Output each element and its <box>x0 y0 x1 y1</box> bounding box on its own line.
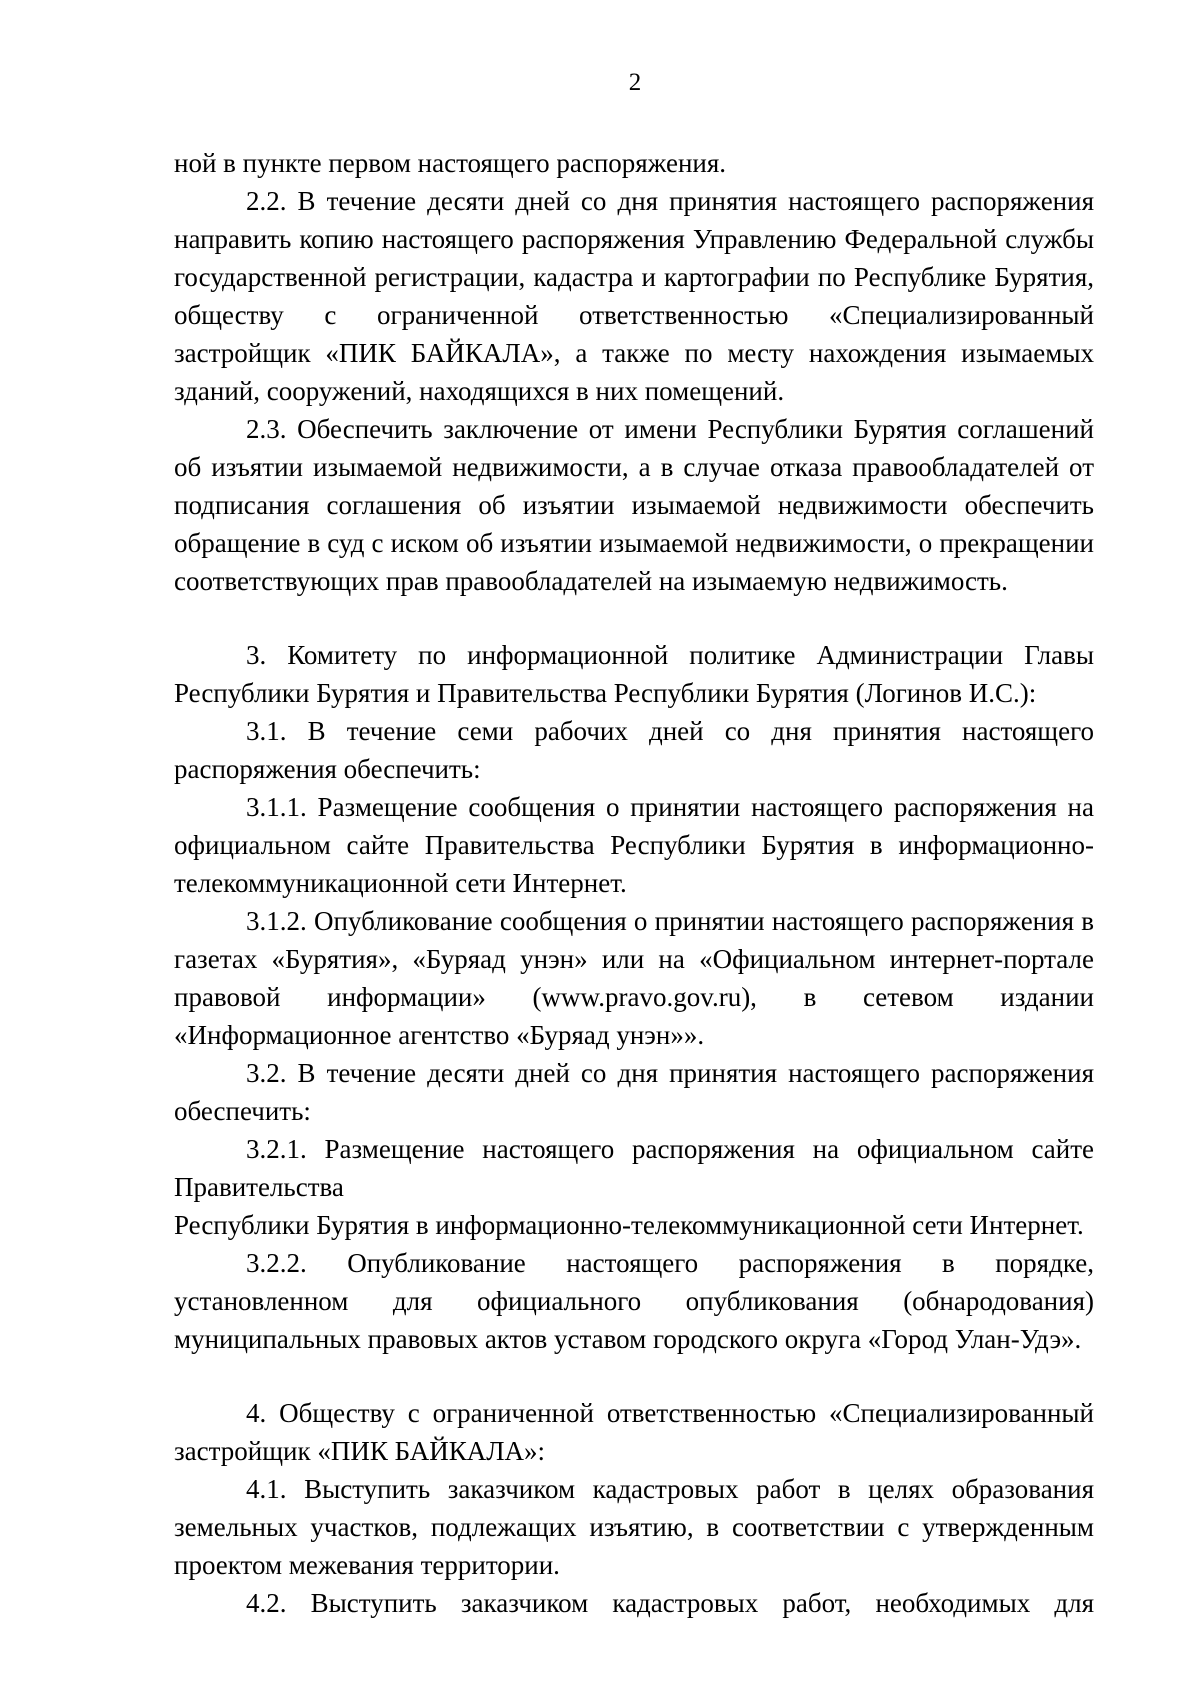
paragraph-3-2-1-line-1: 3.2.1. Размещение настоящего распоряжения на официальном сайте Правительства <box>174 1134 1094 1202</box>
paragraph-continuation: ной в пункте первом настоящего распоряжения. <box>174 148 727 178</box>
paragraph-3-2-1-line-2: Республики Бурятия в информационно-телекоммуникационной сети Интернет. <box>174 1210 1084 1240</box>
paragraph-2-2: 2.2. В течение десяти дней со дня принятия настоящего распоряжения направить копию настоящего распоряжения Управлению Федеральной службы государственной регистрации, кадастра и картографии по Республике Бурятия, обществу с ограниченной ответственностью «Специализированный застройщик «ПИК БАЙКАЛА», а также по месту нахождения изымаемых зданий, сооружений, находящихся в них помещений. <box>174 186 1094 406</box>
paragraph-3-1: 3.1. В течение семи рабочих дней со дня принятия настоящего распоряжения обеспечить: <box>174 716 1094 784</box>
paragraph-4: 4. Обществу с ограниченной ответственностью «Специализированный застройщик «ПИК БАЙКАЛА»: <box>174 1398 1094 1466</box>
document-body <box>174 144 1094 1622</box>
paragraph-3-1-1: 3.1.1. Размещение сообщения о принятии настоящего распоряжения на официальном сайте Правительства Республики Бурятия в информационно-телекоммуникационной сети Интернет. <box>174 792 1094 898</box>
paragraph-2-3: 2.3. Обеспечить заключение от имени Республики Бурятия соглашений об изъятии изымаемой недвижимости, а в случае отказа правообладателей от подписания соглашения об изъятии изымаемой недвижимости обеспечить обращение в суд с иском об изъятии изымаемой недвижимости, о прекращении соответствующих прав правообладателей на изымаемую недвижимость. <box>174 414 1094 596</box>
paragraph-3-1-2: 3.1.2. Опубликование сообщения о принятии настоящего распоряжения в газетах «Бурятия», «Буряад унэн» или на «Официальном интернет-портале правовой информации» (www.pravo.gov.ru), в сетевом издании «Информационное агентство «Буряад унэн»». <box>174 906 1094 1050</box>
paragraph-3: 3. Комитету по информационной политике Администрации Главы Республики Бурятия и Правительства Республики Бурятия (Логинов И.С.): <box>174 640 1094 708</box>
paragraph-4-2: 4.2. Выступить заказчиком кадастровых работ, необходимых для <box>246 1588 1094 1618</box>
paragraph-3-2-2: 3.2.2. Опубликование настоящего распоряжения в порядке, установленном для официального опубликования (обнародования) муниципальных правовых актов уставом городского округа «Город Улан-Удэ». <box>174 1248 1094 1354</box>
paragraph-4-1: 4.1. Выступить заказчиком кадастровых работ в целях образования земельных участков, подлежащих изъятию, в соответствии с утвержденным проектом межевания территории. <box>174 1474 1094 1580</box>
paragraph-3-2: 3.2. В течение десяти дней со дня принятия настоящего распоряжения обеспечить: <box>174 1058 1094 1126</box>
page-number: 2 <box>628 69 642 96</box>
